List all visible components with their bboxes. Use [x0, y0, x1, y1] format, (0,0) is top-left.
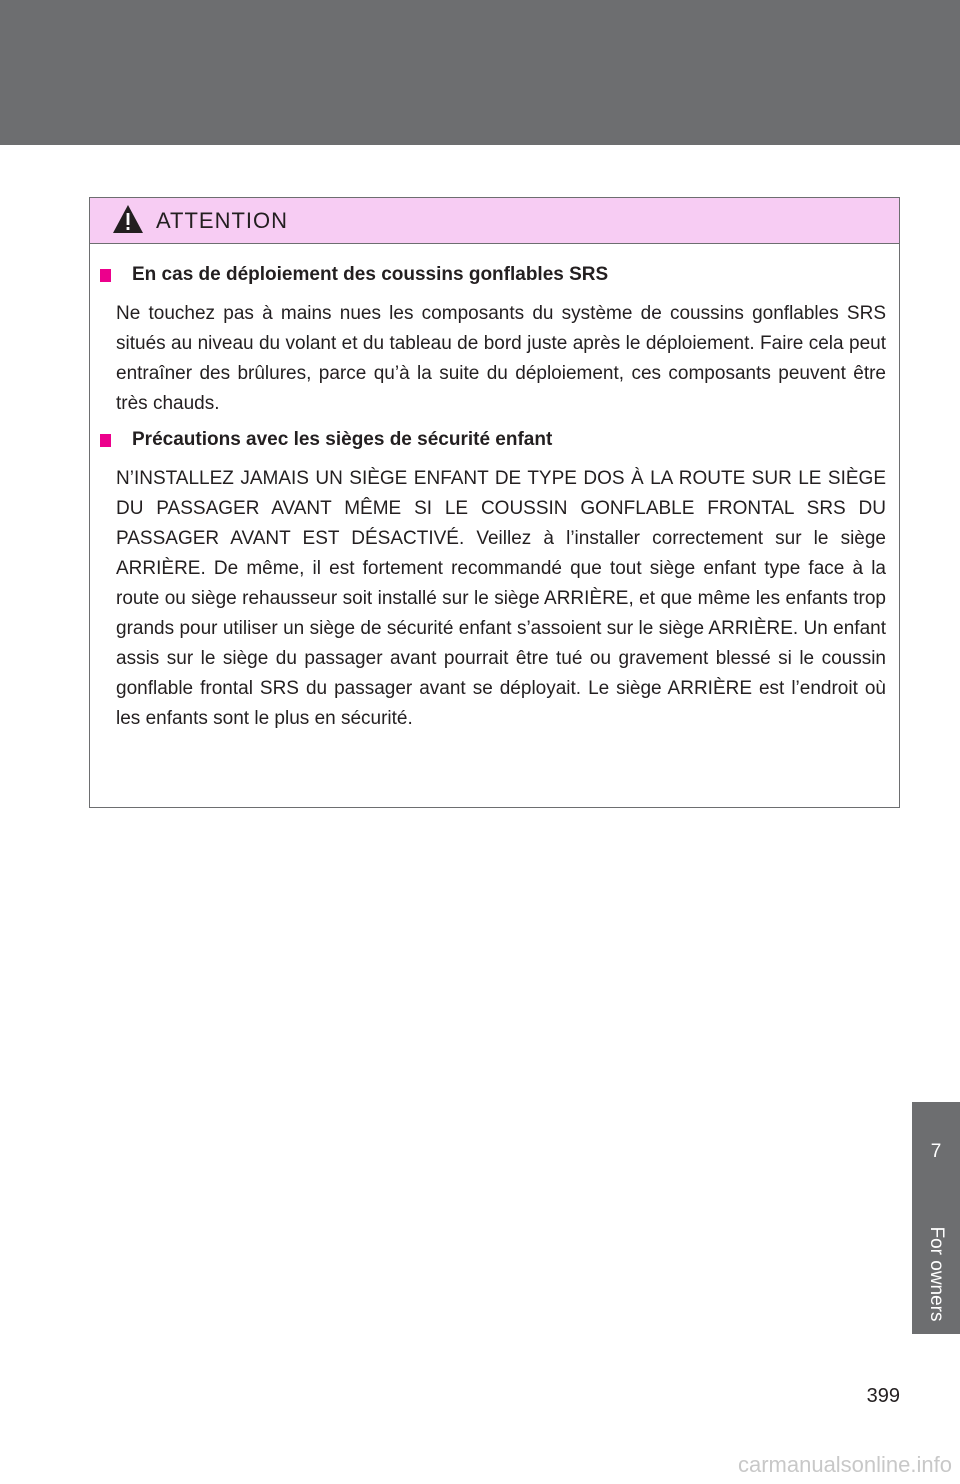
page-number: 399	[866, 1385, 900, 1407]
section-heading-text: Précautions avec les sièges de sécurité enfant	[132, 429, 553, 450]
caution-box	[89, 197, 900, 808]
section-body: N’INSTALLEZ JAMAIS UN SIÈGE ENFANT DE TYPE DOS À LA ROUTE SUR LE SIÈGE DU PASSAGER AVANT MÊME SI LE COUSSIN GONFLABLE FRONTAL SRS DU PASSAGER AVANT EST DÉSACTIVÉ. Veillez à l’installer correctement sur le siège ARRIÈRE. De même, il est fortement recommandé que tout siège enfant type face à la route ou siège rehausseur soit installé sur le siège ARRIÈRE, et que même les enfants trop grands pour utiliser un siège de sécurité enfant s’assoient sur le siège ARRIÈRE. Un enfant assis sur le siège du passager avant pourrait être tué ou gravement blessé si le coussin gonflable frontal SRS du passager avant se déployait. Le siège ARRIÈRE est l’endroit où les enfants sont le plus en sécurité.	[116, 468, 886, 729]
caution-header	[90, 198, 899, 244]
caution-title: ATTENTION	[156, 208, 289, 233]
top-header-band	[0, 0, 960, 145]
square-bullet-icon	[100, 434, 111, 447]
square-bullet-icon	[100, 269, 111, 282]
chapter-number: 7	[930, 1141, 942, 1162]
section-heading-text: En cas de déploiement des coussins gonflables SRS	[132, 264, 609, 285]
watermark: carmanualsonline.info	[737, 1452, 952, 1477]
chapter-label: For owners	[926, 1226, 947, 1322]
warning-triangle-icon	[112, 204, 144, 234]
section-body: Ne touchez pas à mains nues les composants du système de coussins gonflables SRS situés au niveau du volant et du tableau de bord juste après le déploiement. Faire cela peut entraîner des brûlures, parce qu’à la suite du déploiement, ces composants peuvent être très chauds.	[116, 303, 886, 414]
